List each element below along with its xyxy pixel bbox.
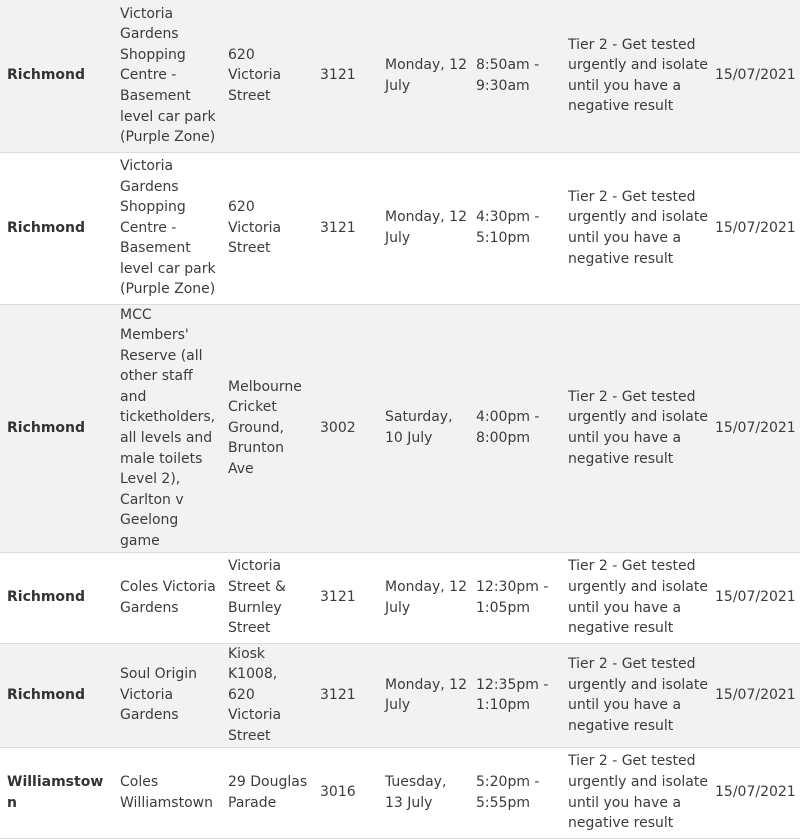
site-cell: Soul Origin Victoria Gardens [113,643,224,747]
address-cell: Kiosk K1008, 620 Victoria Street [224,643,312,747]
table-row [0,747,800,838]
exposure-date-cell: Monday, 12 July [377,152,471,304]
suburb-cell: Richmond [0,304,113,552]
exposure-time-cell: 12:30pm - 1:05pm [471,552,562,643]
address-cell: Melbourne Cricket Ground, Brunton Ave [224,304,312,552]
table-row [0,643,800,747]
postcode-cell: 3016 [312,747,377,838]
address-cell: 29 Douglas Parade [224,747,312,838]
exposure-date-cell: Saturday, 10 July [377,304,471,552]
added-date-cell: 15/07/2021 [715,304,800,552]
site-cell: Victoria Gardens Shopping Centre - Basement level car park (Purple Zone) [113,0,224,152]
address-cell: 620 Victoria Street [224,0,312,152]
site-cell: MCC Members' Reserve (all other staff and ticketholders, all levels and male toilets Level 2), Carlton v Geelong game [113,304,224,552]
health-advice-cell: Tier 2 - Get tested urgently and isolate until you have a negative result [562,152,715,304]
added-date-cell: 15/07/2021 [715,747,800,838]
exposure-time-cell: 5:20pm - 5:55pm [471,747,562,838]
table-row [0,152,800,304]
exposure-date-cell: Monday, 12 July [377,643,471,747]
exposure-date-cell: Tuesday, 13 July [377,747,471,838]
added-date-cell: 15/07/2021 [715,552,800,643]
health-advice-cell: Tier 2 - Get tested urgently and isolate until you have a negative result [562,643,715,747]
health-advice-cell: Tier 2 - Get tested urgently and isolate until you have a negative result [562,747,715,838]
added-date-cell: 15/07/2021 [715,643,800,747]
health-advice-cell: Tier 2 - Get tested urgently and isolate until you have a negative result [562,552,715,643]
postcode-cell: 3002 [312,304,377,552]
exposure-time-cell: 4:30pm - 5:10pm [471,152,562,304]
site-cell: Coles Williamstown [113,747,224,838]
address-cell: 620 Victoria Street [224,152,312,304]
postcode-cell: 3121 [312,643,377,747]
exposure-time-cell: 8:50am - 9:30am [471,0,562,152]
suburb-cell: Richmond [0,643,113,747]
exposure-time-cell: 12:35pm - 1:10pm [471,643,562,747]
site-cell: Victoria Gardens Shopping Centre - Basement level car park (Purple Zone) [113,152,224,304]
table-row [0,552,800,643]
table-row [0,0,800,152]
suburb-cell: Richmond [0,0,113,152]
added-date-cell: 15/07/2021 [715,152,800,304]
exposure-time-cell: 4:00pm - 8:00pm [471,304,562,552]
exposure-date-cell: Monday, 12 July [377,0,471,152]
suburb-cell: Richmond [0,552,113,643]
table-row [0,304,800,552]
postcode-cell: 3121 [312,552,377,643]
suburb-cell: Richmond [0,152,113,304]
postcode-cell: 3121 [312,0,377,152]
health-advice-cell: Tier 2 - Get tested urgently and isolate until you have a negative result [562,0,715,152]
exposure-date-cell: Monday, 12 July [377,552,471,643]
suburb-cell: Williamstown [0,747,113,838]
postcode-cell: 3121 [312,152,377,304]
address-cell: Victoria Street & Burnley Street [224,552,312,643]
site-cell: Coles Victoria Gardens [113,552,224,643]
added-date-cell: 15/07/2021 [715,0,800,152]
health-advice-cell: Tier 2 - Get tested urgently and isolate until you have a negative result [562,304,715,552]
